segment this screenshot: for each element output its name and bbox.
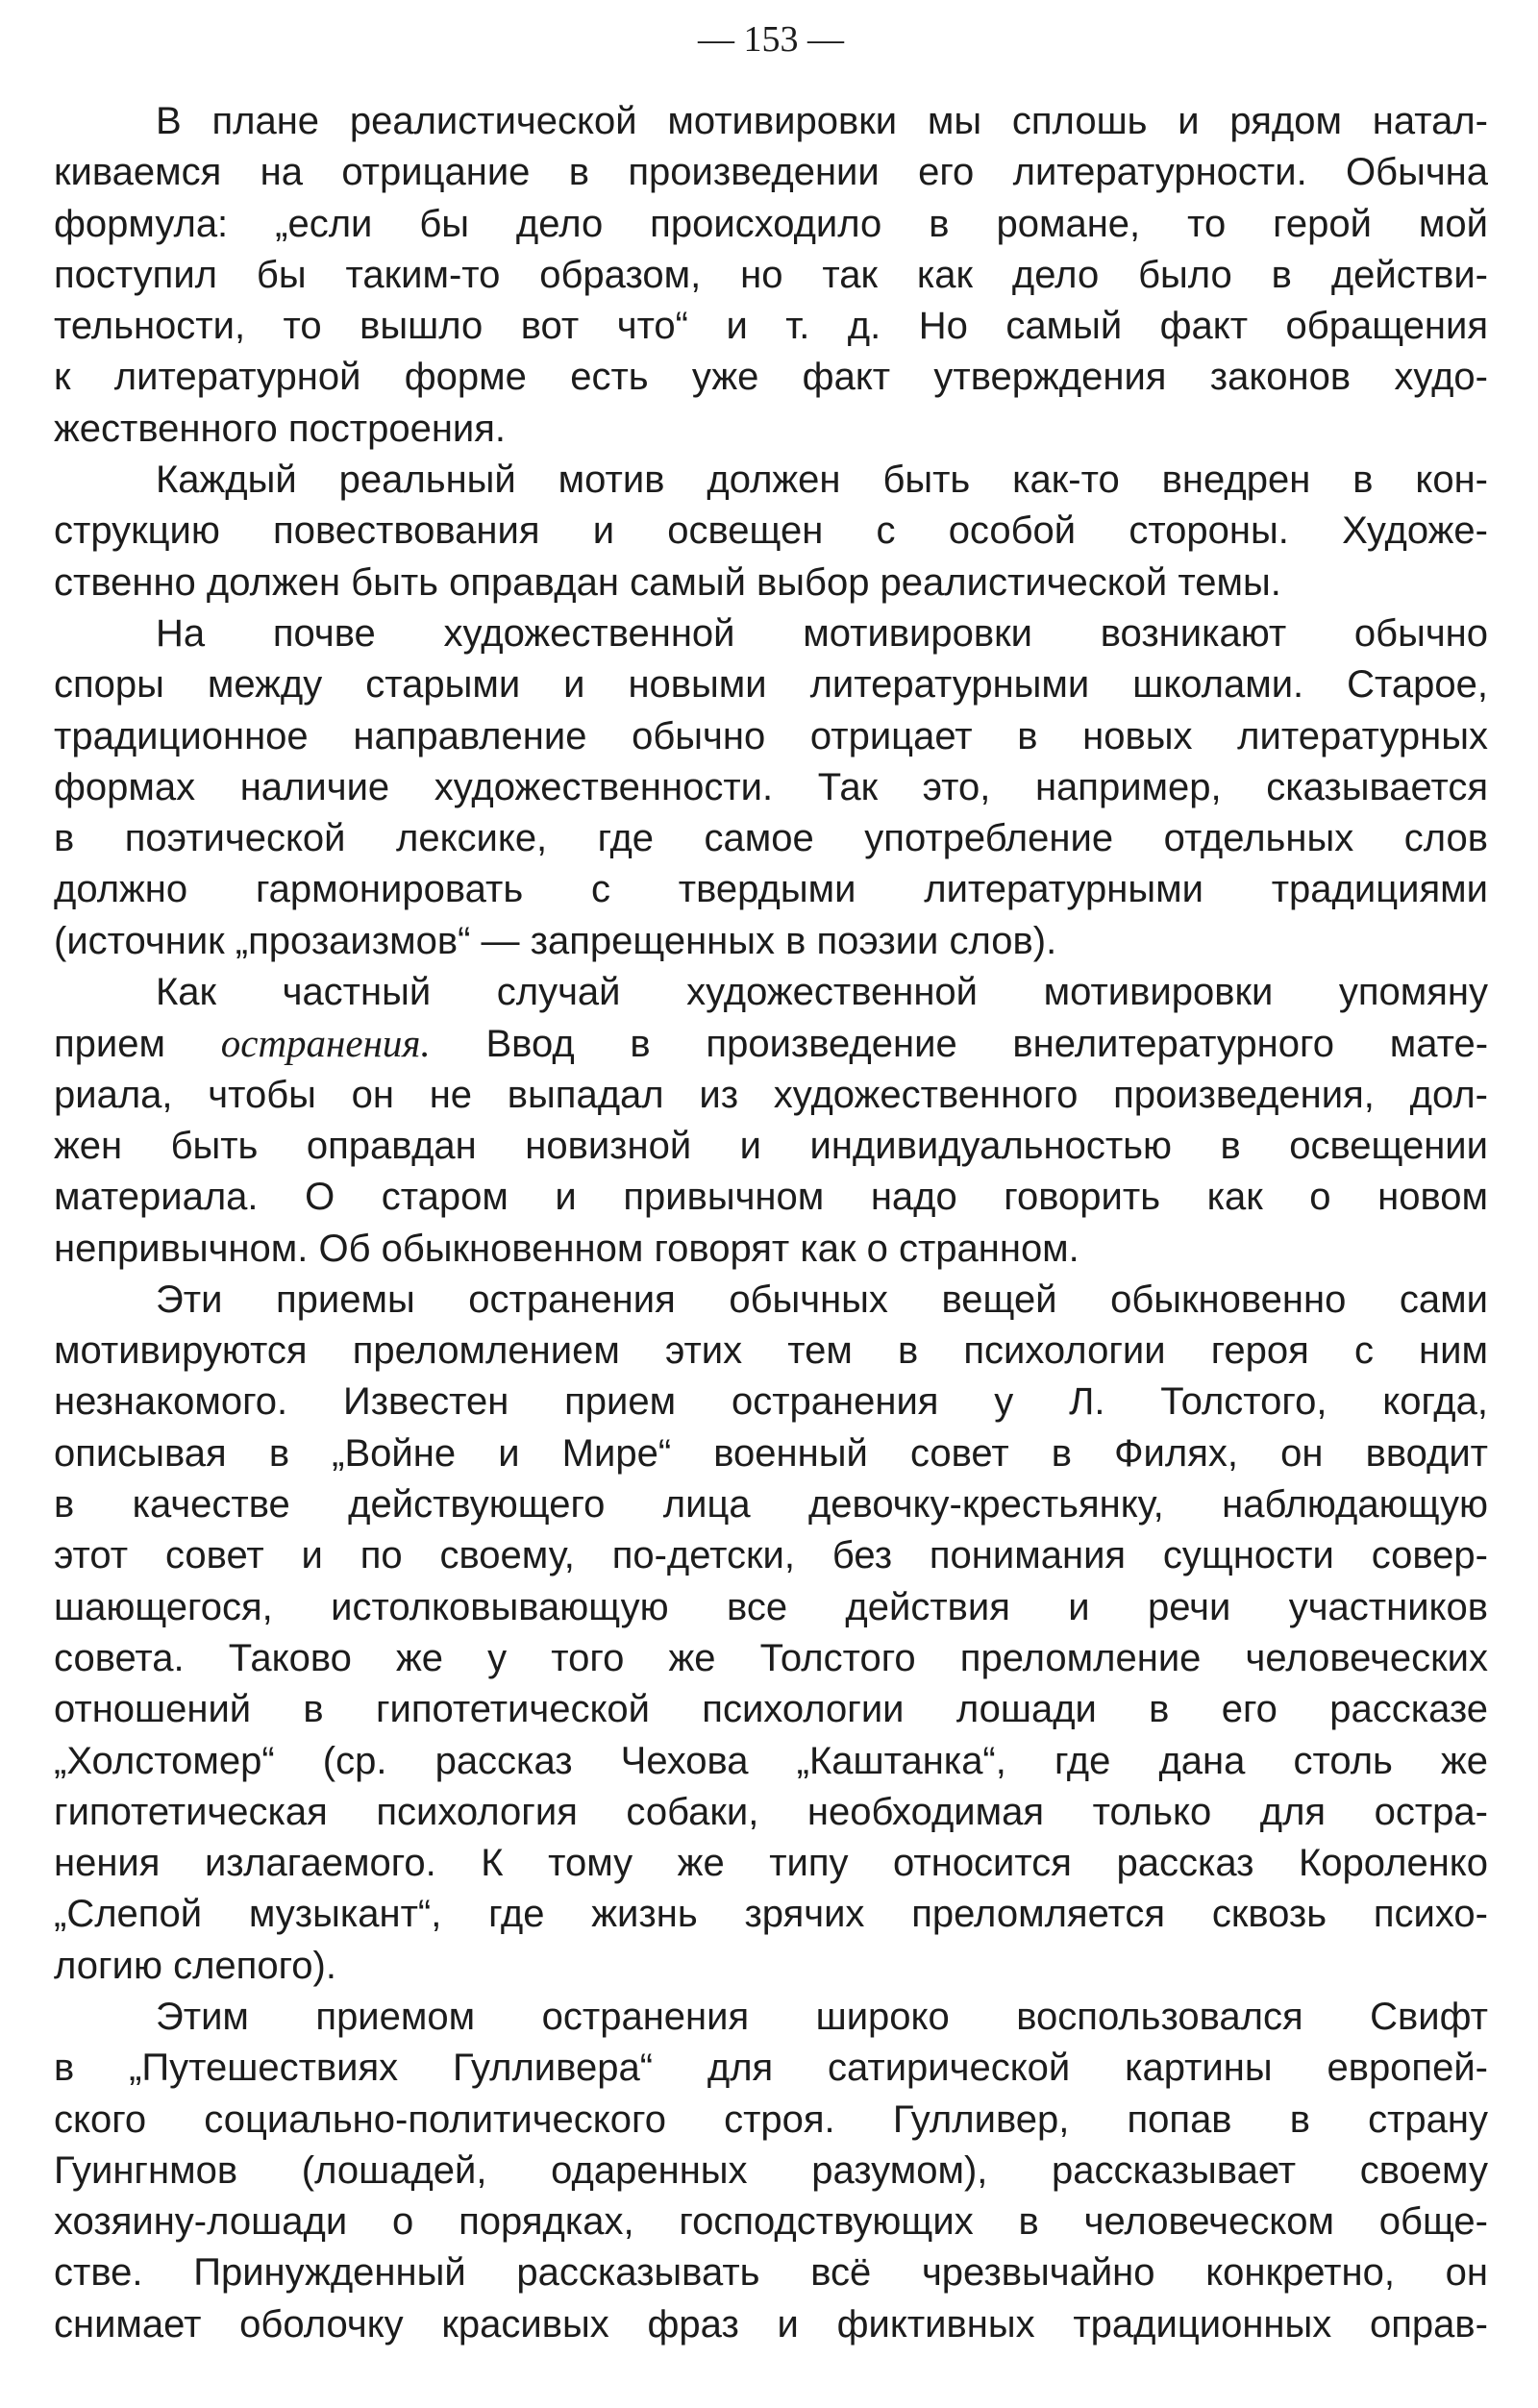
text-line: этот совет и по своему, по-детски, без понимания сущности совер- xyxy=(54,1534,1488,1577)
text-line: хозяину-лошади о порядках, господствующих в человеческом обще- xyxy=(54,2200,1488,2244)
text-fragment: Ввод в произведение внелитературного мате- xyxy=(430,1023,1488,1066)
text-line: Эти приемы остранения обычных вещей обыкновенно сами xyxy=(156,1278,1488,1321)
text-line: должно гармонировать с твердыми литературными традициями xyxy=(54,868,1488,911)
text-line: Как частный случай художественной мотивировки упомяну xyxy=(156,971,1488,1014)
text-line: Гуингнмов (лошадей, одаренных разумом), рассказывает своему xyxy=(54,2148,1488,2192)
text-line: ского социально-политического строя. Гулливер, попав в страну xyxy=(54,2098,1488,2141)
text-line: тельности, то вышло вот что“ и т. д. Но самый факт обращения xyxy=(54,305,1488,348)
page-number: — 153 — xyxy=(698,19,844,60)
text-line: к литературной форме есть уже факт утверждения законов худо- xyxy=(54,356,1488,399)
text-line: стве. Принужденный рассказывать всё чрезвычайно конкретно, он xyxy=(54,2251,1488,2295)
text-line: снимает оболочку красивых фраз и фиктивных традиционных оправ- xyxy=(54,2302,1488,2346)
text-line: формах наличие художественности. Так это, например, сказывается xyxy=(54,765,1488,808)
text-line: риала, чтобы он не выпадал из художественного произведения, дол- xyxy=(54,1073,1488,1116)
text-line: описывая в „Войне и Мире“ военный совет в Филях, он вводит xyxy=(54,1431,1488,1475)
text-line: (источник „прозаизмов“ — запрещенных в поэзии слов). xyxy=(54,919,1057,962)
book-page xyxy=(54,0,1488,2408)
text-line: поступил бы таким-то образом, но так как дело было в действи- xyxy=(54,253,1488,296)
text-line: незнакомого. Известен прием остранения у Л. Толстого, когда, xyxy=(54,1380,1488,1424)
text-line: мотивируются преломлением этих тем в психологии героя с ним xyxy=(54,1329,1488,1373)
text-line: В плане реалистической мотивировки мы сплошь и рядом натал- xyxy=(156,100,1488,142)
text-line: материала. О старом и привычном надо говорить как о новом xyxy=(54,1176,1488,1219)
text-line: в качестве действующего лица девочку-крестьянку, наблюдающую xyxy=(54,1483,1488,1527)
text-line: споры между старыми и новыми литературными школами. Старое, xyxy=(54,663,1488,707)
italic-term: остранения. xyxy=(220,1021,431,1066)
text-line: „Холстомер“ (ср. рассказ Чехова „Каштанка“, где дана столь же xyxy=(54,1739,1488,1782)
text-line xyxy=(54,1018,1488,1069)
text-line: традиционное направление обычно отрицает в новых литературных xyxy=(54,714,1488,757)
text-line: логию слепого). xyxy=(54,1944,336,1987)
text-fragment: прием xyxy=(54,1023,221,1066)
text-line: „Слепой музыкант“, где жизнь зрячих преломляется сквозь психо- xyxy=(54,1893,1488,1936)
text-line: На почве художественной мотивировки возникают обычно xyxy=(156,611,1488,655)
text-line: киваемся на отрицание в произведении его литературности. Обычна xyxy=(54,151,1488,194)
text-line: в поэтической лексике, где самое употребление отдельных слов xyxy=(54,817,1488,860)
text-line: Каждый реальный мотив должен быть как-то внедрен в кон- xyxy=(156,459,1488,502)
text-line: совета. Таково же у того же Толстого преломление человеческих xyxy=(54,1636,1488,1679)
text-line: ственно должен быть оправдан самый выбор реалистической темы. xyxy=(54,560,1281,604)
text-line: непривычном. Об обыкновенном говорят как о странном. xyxy=(54,1227,1079,1270)
text-line: в „Путешествиях Гулливера“ для сатирической картины европей- xyxy=(54,2047,1488,2090)
text-line: Этим приемом остранения широко воспользовался Свифт xyxy=(156,1995,1488,2038)
body-text xyxy=(54,96,1488,2350)
text-line: формула: „если бы дело происходило в романе, то герой мой xyxy=(54,202,1488,245)
text-line: жен быть оправдан новизной и индивидуальностью в освещении xyxy=(54,1124,1488,1167)
text-line: струкцию повествования и освещен с особой стороны. Художе- xyxy=(54,509,1488,553)
text-line: отношений в гипотетической психологии лошади в его рассказе xyxy=(54,1688,1488,1731)
text-line: гипотетическая психология собаки, необходимая только для остра- xyxy=(54,1790,1488,1833)
text-line: жественного построения. xyxy=(54,407,507,450)
text-line: шающегося, истолковывающую все действия и речи участников xyxy=(54,1585,1488,1628)
text-line: нения излагаемого. К тому же типу относится рассказ Короленко xyxy=(54,1842,1488,1885)
